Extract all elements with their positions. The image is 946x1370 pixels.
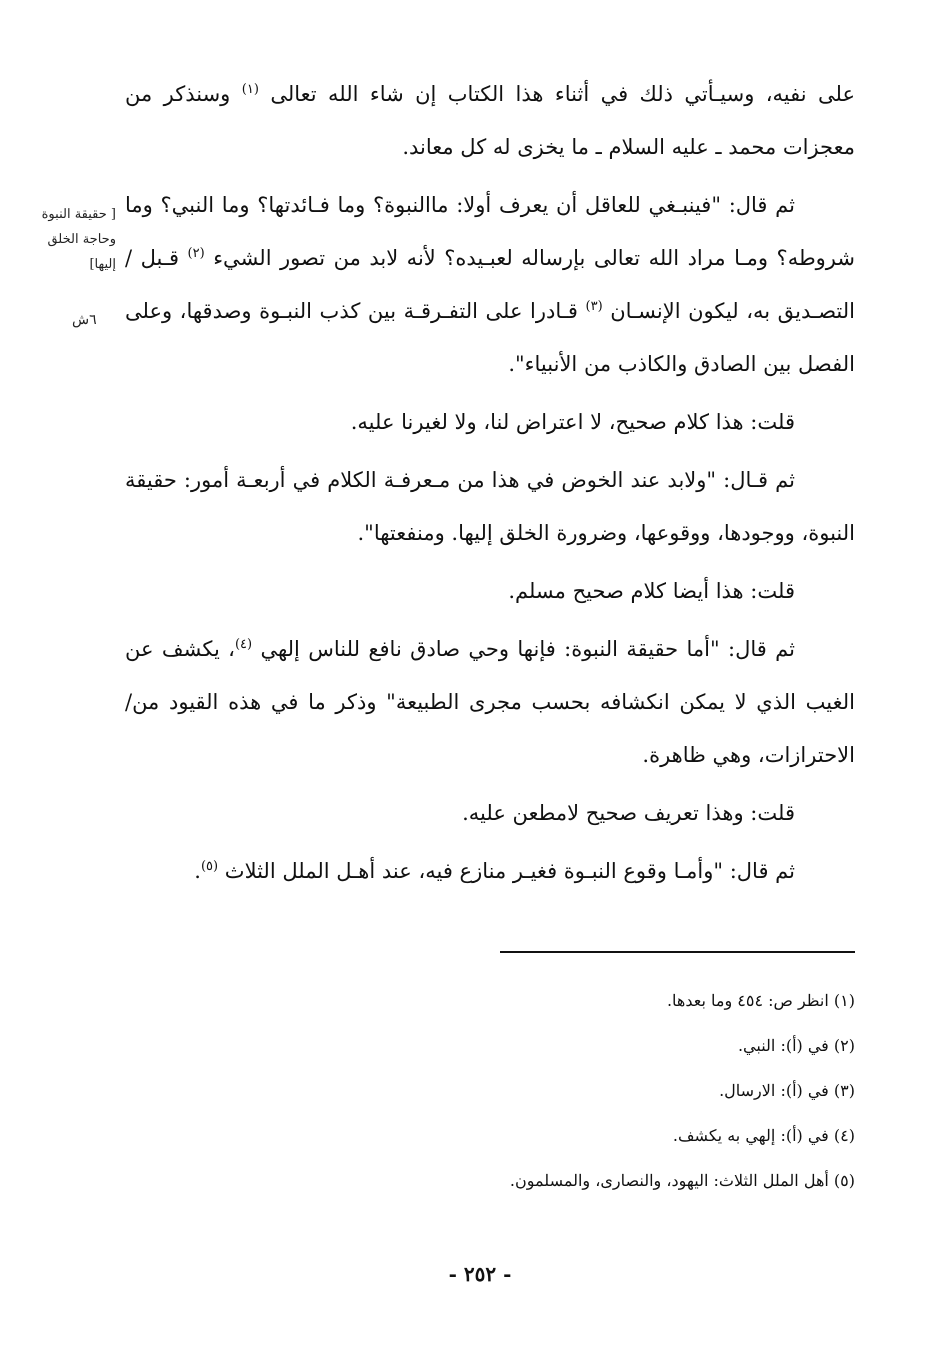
footnote-5: (٥) أهل الملل الثلاث: اليهود، والنصارى، والمسلمون. (509, 1171, 855, 1190)
footnote-marker-2: (٢) (187, 246, 205, 261)
paragraph-8: ثم قال: "وأمـا وقوع النبـوة فغيـر منازع فيه، عند أهـل الملل الثلاث $^{(٥)}$. (194, 859, 795, 883)
footnotes (380, 978, 855, 1203)
margin-note-line: وحاجة الخلق (47, 232, 116, 247)
paragraph-6: ثم قال: "أما حقيقة النبوة: فإنها وحي صادق نافع للناس إلهي $^{(٤)}$، يكشف عن الغيب الذي لا يمكن انكشافه بحسب مجرى الطبيعة" وذكر ما في هذه القيود من/ الاحترازات، وهي ظاهرة. (125, 637, 855, 767)
footnote-divider (500, 951, 855, 953)
margin-note (18, 202, 116, 277)
paragraph-3: قلت: هذا كلام صحيح، لا اعتراض لنا، ولا لغيرنا عليه. (350, 410, 795, 434)
footnote-3: (٣) في (أ): الارسال. (719, 1081, 855, 1100)
margin-note-line: [ حقيقة النبوة (41, 207, 116, 222)
manuscript-page-reference: ٦ش (72, 312, 97, 328)
paragraph-4: ثم قـال: "ولابد عند الخوض في هذا من مـعرفـة الكلام في أربعـة أمور: حقيقة النبوة، ووجودها، ووقوعها، وضرورة الخلق إليها. ومنفعتها". (125, 468, 855, 545)
paragraph-2: ثم قال: "فينبـغي للعاقل أن يعرف أولا: ماالنبوة؟ وما فـائدتها؟ وما النبي؟ وما شروطه؟ ومـا مراد الله تعالى بإرساله لعبـيده؟ لأنه لابد من تصور الشيء $^{(٢)}$ قـبل / التصـديق به، ليكون الإنسـان $^{(٣)}$ قـادرا على التفـرقـة بين كذب النبـوة وصدقها، وعلى الفصل بين الصادق والكاذب من الأنبياء". (125, 193, 855, 376)
footnote-marker-3: (٣) (585, 299, 603, 314)
paragraph-5: قلت: هذا أيضا كلام صحيح مسلم. (508, 579, 795, 603)
footnote-marker-4: (٤) (234, 637, 253, 652)
paragraph-1: على نفيه، وسيـأتي ذلك في أثناء هذا الكتاب إن شاء الله تعالى $^{(١)}$ وسنذكر من معجزات محمد ـ عليه السلام ـ ما يخزى له كل معاند. (125, 82, 855, 159)
footnote-2: (٢) في (أ): النبي. (737, 1036, 855, 1055)
page-number: - ٢٥٢ - (448, 1262, 512, 1286)
main-text (125, 68, 855, 898)
margin-note-line: إليها] (89, 257, 116, 272)
paragraph-7: قلت: وهذا تعريف صحيح لامطعن عليه. (462, 801, 795, 825)
footnote-1: (١) انظر ص: ٤٥٤ وما بعدها. (666, 991, 855, 1010)
footnote-marker-5: (٥) (200, 859, 219, 874)
footnote-marker-1: (١) (241, 82, 259, 97)
footnote-4: (٤) في (أ): إلهي به يكشف. (672, 1126, 855, 1145)
